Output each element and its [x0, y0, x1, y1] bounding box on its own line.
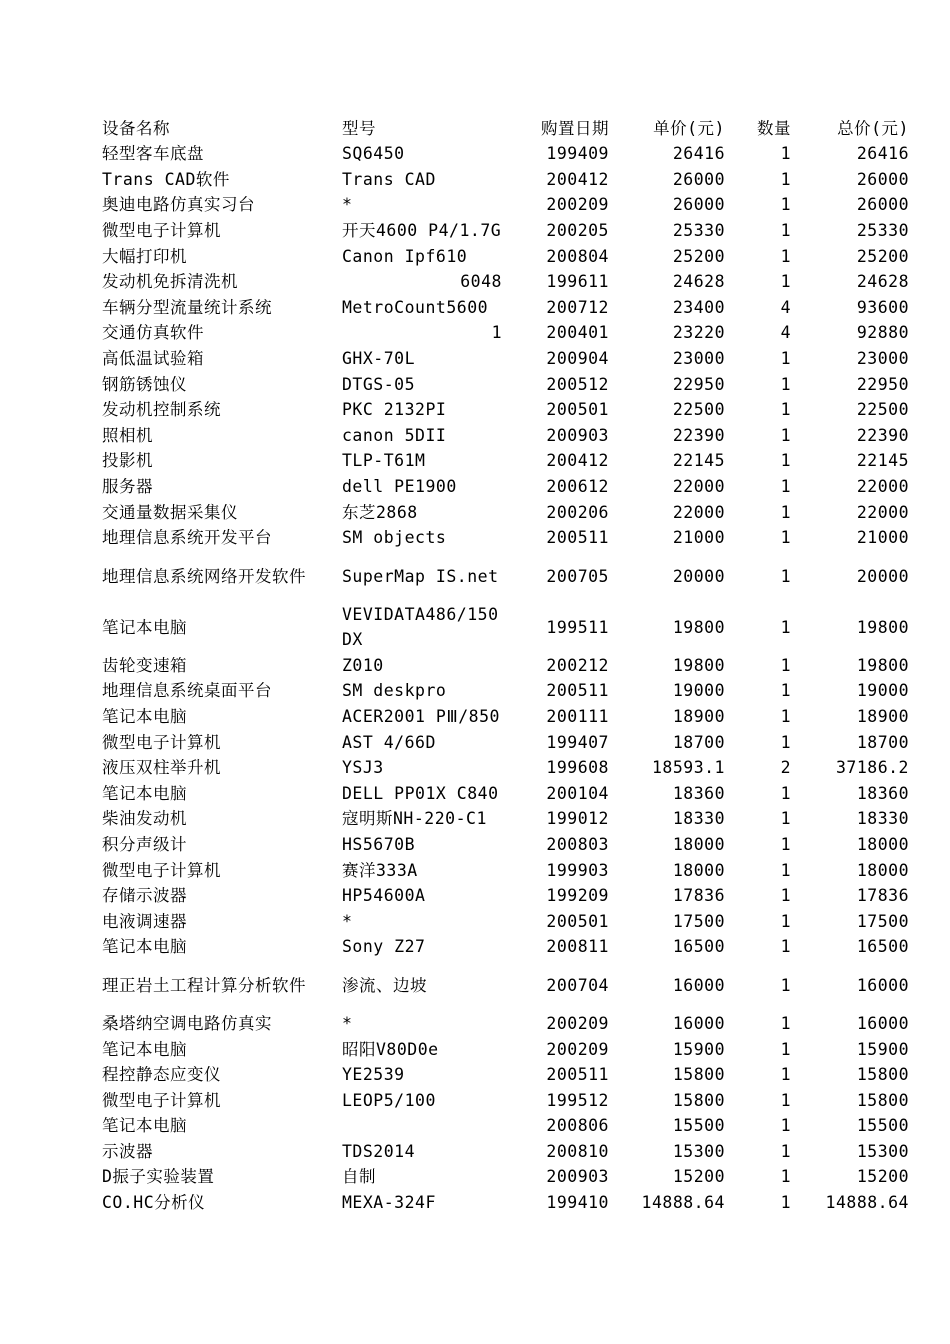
cell-date: 200209 — [546, 1039, 609, 1059]
cell-model: HS5670B — [342, 834, 416, 854]
cell-total: 15900 — [856, 1039, 909, 1059]
cell-total: 18330 — [856, 809, 909, 829]
cell-model — [340, 1113, 504, 1139]
cell-price: 19000 — [672, 681, 725, 701]
cell-total: 20000 — [856, 566, 909, 586]
table-row — [100, 192, 911, 218]
cell-name: 微型电子计算机 — [102, 732, 221, 752]
table-row — [100, 243, 911, 269]
cell-name: 照相机 — [102, 425, 153, 445]
cell-model: SM objects — [342, 528, 447, 548]
table-row — [100, 295, 911, 321]
table-row — [100, 1113, 911, 1139]
cell-model: LEOP5/100 — [342, 1090, 436, 1110]
cell-name: 奥迪电路仿真实习台 — [102, 195, 255, 215]
cell-price: 22500 — [672, 400, 725, 420]
cell-qty: 1 — [780, 937, 791, 957]
table-row — [100, 729, 911, 755]
cell-price: 22000 — [672, 502, 725, 522]
cell-total: 19000 — [856, 681, 909, 701]
cell-date: 199209 — [546, 886, 609, 906]
cell-total: 15800 — [856, 1065, 909, 1085]
table-row — [100, 551, 911, 602]
cell-name: 微型电子计算机 — [102, 221, 221, 241]
table-row — [100, 1011, 911, 1037]
cell-qty: 1 — [780, 809, 791, 829]
cell-name: 微型电子计算机 — [102, 1090, 221, 1110]
cell-price: 15200 — [672, 1167, 725, 1187]
cell-price: 17500 — [672, 911, 725, 931]
cell-total: 16500 — [856, 937, 909, 957]
cell-total: 93600 — [856, 297, 909, 317]
cell-date: 200212 — [546, 655, 609, 675]
cell-total: 18700 — [856, 732, 909, 752]
cell-total: 26000 — [856, 169, 909, 189]
cell-name: 微型电子计算机 — [102, 860, 221, 880]
cell-qty: 1 — [780, 272, 791, 292]
cell-qty: 1 — [780, 783, 791, 803]
table-row — [100, 704, 911, 730]
cell-date: 200111 — [546, 706, 609, 726]
cell-date: 199608 — [546, 758, 609, 778]
cell-name: 轻型客车底盘 — [102, 144, 204, 164]
cell-date: 200810 — [546, 1141, 609, 1161]
cell-model: HP54600A — [342, 886, 426, 906]
cell-model: * — [342, 1013, 353, 1033]
cell-date: 199409 — [546, 144, 609, 164]
cell-model: 6048 — [460, 272, 502, 292]
cell-total: 15200 — [856, 1167, 909, 1187]
cell-model: MetroCount5600 — [342, 297, 489, 317]
table-row — [100, 1036, 911, 1062]
table-row — [100, 960, 911, 1011]
cell-price: 26000 — [672, 195, 725, 215]
cell-model: DELL PP01X C840 — [342, 783, 499, 803]
cell-model: 开天4600 P4/1.7G — [342, 221, 502, 241]
cell-model: SM deskpro — [342, 681, 447, 701]
cell-price: 15800 — [672, 1090, 725, 1110]
cell-total: 19800 — [856, 617, 909, 637]
cell-qty: 1 — [780, 1167, 791, 1187]
cell-total: 25200 — [856, 246, 909, 266]
cell-total: 22500 — [856, 400, 909, 420]
cell-total: 18360 — [856, 783, 909, 803]
cell-name: 地理信息系统桌面平台 — [102, 681, 272, 701]
cell-total: 18000 — [856, 860, 909, 880]
table-row — [100, 1087, 911, 1113]
cell-qty: 1 — [780, 528, 791, 548]
cell-model: SuperMap IS.net — [342, 566, 499, 586]
cell-date: 200511 — [546, 681, 609, 701]
cell-date: 200811 — [546, 937, 609, 957]
cell-name: 理正岩土工程计算分析软件 — [102, 975, 306, 995]
cell-model: 1 — [491, 323, 502, 343]
cell-price: 20000 — [672, 566, 725, 586]
cell-total: 21000 — [856, 528, 909, 548]
cell-date: 200412 — [546, 451, 609, 471]
cell-name: 地理信息系统网络开发软件 — [102, 566, 306, 586]
cell-total: 26416 — [856, 144, 909, 164]
cell-total: 17836 — [856, 886, 909, 906]
cell-total: 26000 — [856, 195, 909, 215]
cell-qty: 1 — [780, 617, 791, 637]
cell-name: 示波器 — [102, 1141, 153, 1161]
cell-price: 18900 — [672, 706, 725, 726]
cell-date: 200705 — [546, 566, 609, 586]
table-row — [100, 448, 911, 474]
cell-model: 赛洋333A — [342, 860, 418, 880]
cell-date: 200412 — [546, 169, 609, 189]
cell-price: 24628 — [672, 272, 725, 292]
cell-total: 92880 — [856, 323, 909, 343]
cell-model: * — [342, 911, 353, 931]
cell-total: 15300 — [856, 1141, 909, 1161]
cell-name: 笔记本电脑 — [102, 783, 187, 803]
cell-price: 16500 — [672, 937, 725, 957]
cell-total: 37186.2 — [835, 758, 909, 778]
cell-price: 16000 — [672, 975, 725, 995]
cell-price: 26416 — [672, 144, 725, 164]
table-row — [100, 397, 911, 423]
cell-price: 15500 — [672, 1116, 725, 1136]
header-model: 型号 — [342, 118, 376, 138]
cell-date: 200612 — [546, 477, 609, 497]
cell-date: 200803 — [546, 834, 609, 854]
cell-qty: 1 — [780, 834, 791, 854]
cell-model: Trans CAD — [342, 169, 436, 189]
cell-model: Z010 — [342, 655, 384, 675]
cell-date: 200501 — [546, 911, 609, 931]
cell-qty: 1 — [780, 706, 791, 726]
cell-price: 16000 — [672, 1013, 725, 1033]
cell-total: 22000 — [856, 502, 909, 522]
cell-qty: 1 — [780, 655, 791, 675]
table-row — [100, 857, 911, 883]
cell-price: 23000 — [672, 349, 725, 369]
header-price: 单价(元) — [653, 118, 725, 138]
cell-qty: 1 — [780, 425, 791, 445]
table-row — [100, 269, 911, 295]
cell-name: 发动机控制系统 — [102, 400, 221, 420]
cell-price: 26000 — [672, 169, 725, 189]
cell-name: 电液调速器 — [102, 911, 187, 931]
table-header-row — [100, 115, 911, 141]
cell-name: 笔记本电脑 — [102, 1116, 187, 1136]
cell-date: 200501 — [546, 400, 609, 420]
cell-name: 投影机 — [102, 451, 153, 471]
cell-price: 25330 — [672, 221, 725, 241]
cell-qty: 1 — [780, 1193, 791, 1213]
cell-name: 钢筋锈蚀仪 — [102, 374, 187, 394]
cell-name: 笔记本电脑 — [102, 706, 187, 726]
cell-total: 18900 — [856, 706, 909, 726]
cell-name: 交通仿真软件 — [102, 323, 204, 343]
table-row — [100, 780, 911, 806]
cell-total: 25330 — [856, 221, 909, 241]
cell-date: 200206 — [546, 502, 609, 522]
cell-model: * — [342, 195, 353, 215]
cell-date: 200512 — [546, 374, 609, 394]
cell-total: 22950 — [856, 374, 909, 394]
table-row — [100, 678, 911, 704]
cell-model: AST 4/66D — [342, 732, 436, 752]
cell-name: 发动机免拆清洗机 — [102, 272, 238, 292]
header-total: 总价(元) — [837, 118, 909, 138]
cell-model: GHX-70L — [342, 349, 416, 369]
cell-price: 17836 — [672, 886, 725, 906]
cell-date: 200806 — [546, 1116, 609, 1136]
cell-price: 15300 — [672, 1141, 725, 1161]
cell-total: 22390 — [856, 425, 909, 445]
cell-qty: 1 — [780, 400, 791, 420]
cell-total: 15800 — [856, 1090, 909, 1110]
cell-name: 地理信息系统开发平台 — [102, 528, 272, 548]
cell-qty: 1 — [780, 911, 791, 931]
cell-price: 18360 — [672, 783, 725, 803]
cell-qty: 1 — [780, 566, 791, 586]
cell-price: 18000 — [672, 860, 725, 880]
cell-model: DTGS-05 — [342, 374, 416, 394]
cell-price: 22145 — [672, 451, 725, 471]
cell-name: 大幅打印机 — [102, 246, 187, 266]
cell-date: 200104 — [546, 783, 609, 803]
cell-price: 25200 — [672, 246, 725, 266]
cell-name: 齿轮变速箱 — [102, 655, 187, 675]
cell-date: 200903 — [546, 425, 609, 445]
table-row — [100, 346, 911, 372]
table-row — [100, 1139, 911, 1165]
cell-model: 自制 — [342, 1167, 376, 1187]
cell-qty: 1 — [780, 451, 791, 471]
equipment-table — [100, 115, 911, 1215]
cell-model: 寇明斯NH-220-C1 — [342, 809, 487, 829]
cell-total: 23000 — [856, 349, 909, 369]
cell-model: YSJ3 — [342, 758, 384, 778]
cell-qty: 1 — [780, 860, 791, 880]
table-row — [100, 1062, 911, 1088]
cell-total: 22145 — [856, 451, 909, 471]
table-row — [100, 499, 911, 525]
cell-qty: 1 — [780, 886, 791, 906]
cell-qty: 1 — [780, 477, 791, 497]
cell-date: 200205 — [546, 221, 609, 241]
cell-price: 14888.64 — [641, 1193, 725, 1213]
cell-price: 22000 — [672, 477, 725, 497]
cell-name: CO.HC分析仪 — [102, 1193, 206, 1213]
cell-model: 渗流、边坡 — [342, 975, 427, 995]
cell-date: 199410 — [546, 1193, 609, 1213]
cell-qty: 1 — [780, 246, 791, 266]
equipment-table-body — [100, 115, 911, 1215]
cell-total: 24628 — [856, 272, 909, 292]
cell-price: 15900 — [672, 1039, 725, 1059]
cell-price: 23220 — [672, 323, 725, 343]
cell-date: 200904 — [546, 349, 609, 369]
cell-name: 液压双柱举升机 — [102, 758, 221, 778]
cell-date: 200903 — [546, 1167, 609, 1187]
cell-model: canon 5DII — [342, 425, 447, 445]
cell-model: TLP-T61M — [342, 451, 426, 471]
cell-model: 东芝2868 — [342, 502, 418, 522]
cell-total: 16000 — [856, 975, 909, 995]
cell-price: 21000 — [672, 528, 725, 548]
cell-total: 19800 — [856, 655, 909, 675]
cell-qty: 1 — [780, 681, 791, 701]
cell-model: SQ6450 — [342, 144, 405, 164]
table-row — [100, 371, 911, 397]
cell-name: 高低温试验箱 — [102, 349, 204, 369]
cell-qty: 1 — [780, 144, 791, 164]
cell-model: 昭阳V80D0e — [342, 1039, 439, 1059]
table-row — [100, 602, 911, 653]
cell-model: ACER2001 PⅢ/850 — [342, 706, 500, 726]
header-date: 购置日期 — [541, 118, 609, 138]
table-row — [100, 1164, 911, 1190]
table-row — [100, 883, 911, 909]
cell-total: 15500 — [856, 1116, 909, 1136]
cell-name: 笔记本电脑 — [102, 937, 187, 957]
cell-model: TDS2014 — [342, 1141, 416, 1161]
cell-total: 22000 — [856, 477, 909, 497]
table-row — [100, 167, 911, 193]
cell-date: 200712 — [546, 297, 609, 317]
cell-qty: 2 — [780, 758, 791, 778]
cell-name: 存储示波器 — [102, 886, 187, 906]
cell-price: 23400 — [672, 297, 725, 317]
cell-price: 15800 — [672, 1065, 725, 1085]
table-row — [100, 653, 911, 679]
cell-qty: 4 — [780, 323, 791, 343]
cell-name: 笔记本电脑 — [102, 617, 187, 637]
table-row — [100, 525, 911, 551]
table-row — [100, 755, 911, 781]
cell-date: 200511 — [546, 1065, 609, 1085]
table-row — [100, 474, 911, 500]
cell-name: 柴油发动机 — [102, 809, 187, 829]
cell-total: 17500 — [856, 911, 909, 931]
cell-model: MEXA-324F — [342, 1193, 436, 1213]
cell-qty: 1 — [780, 349, 791, 369]
cell-name: 笔记本电脑 — [102, 1039, 187, 1059]
table-row — [100, 832, 911, 858]
cell-name: 车辆分型流量统计系统 — [102, 297, 272, 317]
cell-model: PKC 2132PI — [342, 400, 447, 420]
cell-date: 199611 — [546, 272, 609, 292]
cell-qty: 1 — [780, 374, 791, 394]
cell-price: 18000 — [672, 834, 725, 854]
cell-name: 桑塔纳空调电路仿真实 — [102, 1013, 272, 1033]
header-name: 设备名称 — [102, 118, 170, 138]
table-row — [100, 218, 911, 244]
cell-price: 18700 — [672, 732, 725, 752]
header-qty: 数量 — [757, 118, 791, 138]
cell-qty: 1 — [780, 1090, 791, 1110]
cell-price: 22950 — [672, 374, 725, 394]
cell-date: 200401 — [546, 323, 609, 343]
cell-price: 18593.1 — [651, 758, 725, 778]
table-row — [100, 320, 911, 346]
cell-total: 16000 — [856, 1013, 909, 1033]
table-row — [100, 908, 911, 934]
cell-qty: 1 — [780, 975, 791, 995]
cell-model: YE2539 — [342, 1065, 405, 1085]
cell-date: 199512 — [546, 1090, 609, 1110]
cell-qty: 1 — [780, 1116, 791, 1136]
cell-price: 19800 — [672, 617, 725, 637]
cell-model: dell PE1900 — [342, 477, 457, 497]
cell-name: 交通量数据采集仪 — [102, 502, 238, 522]
cell-name: 积分声级计 — [102, 834, 187, 854]
table-row — [100, 141, 911, 167]
cell-date: 200209 — [546, 1013, 609, 1033]
cell-model: Canon Ipf610 — [342, 246, 468, 266]
equipment-sheet — [100, 115, 909, 1215]
cell-qty: 4 — [780, 297, 791, 317]
cell-name: Trans CAD软件 — [102, 169, 230, 189]
cell-date: 200804 — [546, 246, 609, 266]
cell-name: D振子实验装置 — [102, 1167, 215, 1187]
cell-date: 199012 — [546, 809, 609, 829]
cell-qty: 1 — [780, 502, 791, 522]
cell-qty: 1 — [780, 195, 791, 215]
cell-name: 程控静态应变仪 — [102, 1065, 221, 1085]
cell-date: 199407 — [546, 732, 609, 752]
cell-qty: 1 — [780, 221, 791, 241]
cell-date: 200511 — [546, 528, 609, 548]
cell-date: 200704 — [546, 975, 609, 995]
cell-date: 200209 — [546, 195, 609, 215]
cell-date: 199903 — [546, 860, 609, 880]
cell-qty: 1 — [780, 1065, 791, 1085]
cell-price: 22390 — [672, 425, 725, 445]
table-row — [100, 806, 911, 832]
table-row — [100, 1190, 911, 1216]
cell-name: 服务器 — [102, 477, 153, 497]
table-row — [100, 934, 911, 960]
cell-total: 14888.64 — [825, 1193, 909, 1213]
table-row — [100, 423, 911, 449]
cell-total: 18000 — [856, 834, 909, 854]
cell-date: 199511 — [546, 617, 609, 637]
cell-qty: 1 — [780, 169, 791, 189]
cell-qty: 1 — [780, 1013, 791, 1033]
cell-price: 19800 — [672, 655, 725, 675]
cell-model: Sony Z27 — [342, 937, 426, 957]
cell-qty: 1 — [780, 1141, 791, 1161]
cell-model: VEVIDATA486/150DX — [342, 605, 499, 649]
cell-price: 18330 — [672, 809, 725, 829]
cell-qty: 1 — [780, 732, 791, 752]
cell-qty: 1 — [780, 1039, 791, 1059]
